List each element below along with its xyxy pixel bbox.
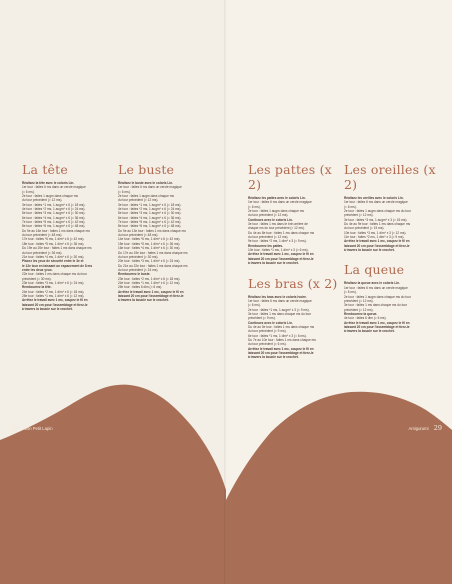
instruction-line-bold: Réalisez les bras avec le coloris Ivoire. bbox=[248, 294, 307, 299]
instruction-line-bold: à travers la boucle sur le crochet. bbox=[248, 261, 299, 266]
instruction-line: 4e tour : faites *2 ms, 1 augm* x 6 (= 24 ms). bbox=[22, 207, 86, 212]
page-number: 29 bbox=[433, 424, 442, 432]
instruction-line: 7e tour : faites *5 ms, 1 augm* x 6 (= 42 ms). bbox=[22, 220, 86, 225]
instruction-line: 25e tour : faites *1 ms, 1 dim* x 6 (= 12 ms). bbox=[22, 293, 85, 298]
instruction-line: précédent (= 30 ms). bbox=[22, 276, 52, 281]
section-title: Le buste bbox=[118, 162, 175, 177]
instruction-line: Du 21e au 22e tour : faites 1 ms dans chaque ms bbox=[118, 263, 188, 268]
page-footer bbox=[409, 424, 442, 432]
instruction-line: Du 4e au 9e tour : faites 1 ms dans chaque ms bbox=[344, 222, 411, 227]
instruction-line: 10e tour : faites *3 ms, 1 dim* x 3 (= 12 ms). bbox=[344, 230, 407, 235]
instruction-line-bold: à travers la boucle sur le crochet. bbox=[22, 306, 73, 311]
instruction-line: Du 7e au 10e tour : faites 1 ms dans chaque ms bbox=[248, 337, 316, 342]
instruction-line: 2e tour : faites 1 augm dans chaque ms du tour bbox=[344, 209, 411, 214]
instruction-line: 15e tour : faites *5 ms, 1 dim* x 6 (= 36 ms). bbox=[118, 241, 181, 246]
instruction-line: du tour précédent (= 48 ms). bbox=[22, 233, 63, 238]
instruction-line: 24e tour : faites *2 ms, 1 dim* x 6 (= 18 ms). bbox=[22, 289, 85, 294]
instruction-line: 21e tour : faites *4 ms, 1 dim* x 6 (= 30 ms). bbox=[22, 254, 85, 259]
instruction-line: 25e tour : faites 6 dim (= 6 ms). bbox=[118, 285, 163, 290]
instruction-line-bold: Rembourrez la tête. bbox=[22, 285, 52, 290]
instruction-line: du tour précédent (= 12 ms). bbox=[248, 235, 289, 240]
instruction-line: 2e tour : faites 1 augm dans chaque ms bbox=[118, 194, 174, 199]
instruction-line: (= 6 ms). bbox=[22, 189, 35, 194]
section-head bbox=[22, 162, 122, 311]
instruction-list bbox=[248, 196, 348, 266]
page-number: 28 bbox=[10, 424, 19, 432]
instruction-line: 23e tour : faites *3 ms, 1 dim* x 6 (= 24 ms). bbox=[22, 280, 85, 285]
instruction-line: 20e tour : faites *3 ms, 1 dim* x 6 (= 24 ms). bbox=[118, 259, 181, 264]
instruction-line: du tour précédent (= 36 ms). bbox=[22, 250, 63, 255]
instruction-line-bold: Arrêtez le travail avec 1 mc, coupez le fil en bbox=[344, 239, 410, 244]
instruction-line: Du 19e au 20e tour : faites 1 ms dans chaque ms bbox=[22, 246, 92, 251]
section-title: La queue bbox=[344, 262, 405, 278]
instruction-line: du tour précédent (= 12 ms). bbox=[248, 213, 289, 218]
instruction-line: du tour précédent (= 15 ms). bbox=[344, 226, 385, 231]
instruction-line: 17e tour : faites *6 ms, 1 dim* x 6 (= 42 ms). bbox=[22, 237, 85, 242]
instruction-line: 1er tour : faites 6 ms dans un cercle magique bbox=[22, 185, 86, 190]
instruction-line: 6e tour : faites *4 ms, 1 augm* x 6 (= 36 ms). bbox=[118, 215, 182, 220]
instruction-line-bold: laissant 20 cm pour l’assemblage et tirez-le bbox=[248, 256, 314, 261]
instruction-line: 22e tour : faites 1 ms dans chaque ms du tour bbox=[22, 272, 87, 277]
instruction-line: 2e tour : faites 1 augm dans chaque ms bbox=[248, 209, 304, 214]
instruction-line-bold: Arrêtez le travail avec 1 mc, coupez le fil en bbox=[248, 252, 314, 257]
instruction-line-bold: Continuez avec le coloris Lin. bbox=[248, 320, 293, 325]
section-title: Les pattes (x 2) bbox=[248, 162, 332, 192]
instruction-line: 10e tour : faites *1 ms, 1 dim* x 3 (= 6 ms). bbox=[248, 248, 309, 253]
instruction-line: du tour précédent (= 48 ms). bbox=[118, 233, 159, 238]
right-page bbox=[226, 0, 452, 584]
section-title: Les oreilles (x 2) bbox=[344, 162, 436, 192]
instruction-line: 2e tour : faites 1 augm dans chaque ms bbox=[22, 194, 78, 199]
instruction-list bbox=[22, 181, 122, 311]
instruction-line: 3e tour : faites 1 ms dans chaque ms du tour bbox=[344, 303, 408, 308]
instruction-line: Du 9e au 13e tour : faites 1 ms dans chaque ms bbox=[118, 228, 186, 233]
instruction-line: Du 4e au 5e tour : faites 1 ms dans chaque ms bbox=[248, 324, 315, 329]
instruction-list bbox=[118, 181, 218, 303]
instruction-line: 6e tour : faites *4 ms, 1 augm* x 6 (= 36 ms). bbox=[22, 215, 86, 220]
instruction-line-bold: Arrêtez le travail avec 1 mc, coupez le fil en bbox=[248, 346, 314, 351]
section-title: La tête bbox=[22, 162, 68, 177]
section-title: Les bras (x 2) bbox=[248, 275, 338, 291]
instruction-line: du tour précédent (= 9 ms). bbox=[248, 329, 287, 334]
instruction-line: précédent (= 12 ms). bbox=[344, 213, 374, 218]
instruction-line: 18e tour : faites *5 ms, 1 dim* x 6 (= 36 ms). bbox=[22, 241, 85, 246]
running-title: Amigurumi bbox=[408, 426, 429, 431]
section-legs bbox=[248, 162, 348, 360]
instruction-line: 11e tour : faites *2 ms, 1 dim* x 3 (= 9 ms). bbox=[344, 235, 405, 240]
instruction-line: 1er tour : faites 6 ms dans un cercle magique bbox=[248, 298, 312, 303]
instruction-line: 5e tour : faites *3 ms, 1 augm* x 6 (= 30 ms). bbox=[118, 211, 182, 216]
section-ears bbox=[344, 162, 444, 334]
instruction-line-bold: Réalisez le buste avec le coloris Lin. bbox=[118, 181, 174, 185]
book-gutter bbox=[224, 0, 228, 584]
instruction-line: (= 6 ms). bbox=[344, 204, 357, 209]
instruction-line-bold: à travers la boucle sur le crochet. bbox=[248, 355, 299, 360]
instruction-list bbox=[248, 295, 348, 360]
instruction-line-bold: Réalisez les pattes avec le coloris Lin. bbox=[248, 196, 306, 200]
instruction-line: du tour précédent (= 30 ms). bbox=[118, 254, 159, 259]
instruction-line: Du 9e au 16e tour : faites 1 ms dans chaque ms bbox=[22, 228, 90, 233]
instruction-line: 7e tour : faites *5 ms, 1 augm* x 6 (= 42 ms). bbox=[118, 220, 182, 225]
instruction-line-bold: Réalisez la queue avec le coloris Lin. bbox=[344, 281, 400, 286]
instruction-line: du tour précédent (= 12 ms). bbox=[22, 198, 63, 203]
instruction-line: 2e tour : faites 1 augm dans chaque ms du tour bbox=[344, 294, 411, 299]
instruction-line-bold: à travers la boucle sur le crochet. bbox=[118, 298, 169, 303]
instruction-line: 8e tour : faites *6 ms, 1 augm* x 6 (= 48 ms). bbox=[118, 224, 182, 229]
instruction-line: précédent (= 12 ms). bbox=[344, 307, 374, 312]
instruction-line: chaque ms du tour précédent (= 12 ms). bbox=[248, 226, 305, 231]
instruction-line: 3e tour : faites 1 ms dans chaque ms du tour bbox=[248, 311, 312, 316]
instruction-line: Du 17e au 19e tour : faites 1 ms dans chaque ms bbox=[118, 250, 188, 255]
instruction-line-bold: à travers la boucle sur le crochet. bbox=[344, 329, 395, 334]
instruction-line: 9e tour : faites *2 ms, 1 dim* x 3 (= 9 ms). bbox=[248, 239, 307, 244]
instruction-line-bold: Réalisez les oreilles avec le coloris Lin. bbox=[344, 196, 404, 200]
instruction-line: 14e tour : faites *6 ms, 1 dim* x 6 (= 42 ms). bbox=[118, 237, 181, 242]
instruction-line-bold: entre les deux yeux. bbox=[22, 267, 53, 272]
instruction-line-bold: laissant 20 cm pour l’assemblage et tirez-le bbox=[22, 302, 88, 307]
instruction-line-bold: laissant 20 cm pour l’assemblage et tirez-le bbox=[344, 243, 410, 248]
instruction-line: 1er tour : faites 6 ms dans un cercle magique bbox=[248, 200, 312, 205]
instruction-line: 2e tour : faites *1 ms, 1 augm* x 3 (= 9 ms). bbox=[248, 307, 310, 312]
instruction-line: (= 6 ms). bbox=[248, 303, 261, 308]
instruction-line-bold: Réalisez la tête avec le coloris Lin. bbox=[22, 181, 75, 185]
instruction-line-bold: laissant 20 cm pour l’assemblage et tirez-le bbox=[118, 293, 184, 298]
instruction-line: 1er tour : faites 6 ms dans un cercle magique bbox=[344, 200, 408, 205]
instruction-line: du tour précédent (= 6 ms). bbox=[248, 342, 287, 347]
instruction-line: du tour précédent (= 24 ms). bbox=[118, 267, 159, 272]
instruction-line: 5e tour : faites *3 ms, 1 augm* x 6 (= 30 ms). bbox=[22, 211, 86, 216]
instruction-line: 16e tour : faites *4 ms, 1 dim* x 6 (= 30 ms). bbox=[118, 246, 181, 251]
instruction-line-bold: le 12e tour en laissant un espacement de 8 ms bbox=[22, 263, 93, 268]
instruction-line: 3e tour : faites *1 ms, 1 augm* x 6 (= 18 ms). bbox=[118, 202, 182, 207]
instruction-line: 3e tour : faites 1 ms dans le brin arrière de bbox=[248, 222, 308, 227]
instruction-line: 1er tour : faites 6 ms dans un cercle magique bbox=[118, 185, 182, 190]
instruction-line-bold: à travers la boucle sur le crochet. bbox=[344, 248, 395, 253]
instruction-line: 3e tour : faites *1 ms, 1 augm* x 6 (= 18 ms). bbox=[22, 202, 86, 207]
instruction-line-bold: Arrêtez le travail avec 1 mc, coupez le fil en bbox=[118, 289, 184, 294]
instruction-line: Du 4e au 8e tour : faites 1 ms dans chaque ms bbox=[248, 230, 315, 235]
instruction-line-bold: Continuez avec le coloris Lin. bbox=[248, 217, 293, 222]
instruction-line: 4e tour : faites 6 dim (= 6 ms). bbox=[344, 316, 387, 321]
running-title: Mon Petit Lapin bbox=[23, 426, 53, 431]
instruction-line: 4e tour : faites *2 ms, 1 augm* x 6 (= 24 ms). bbox=[118, 207, 182, 212]
instruction-line-bold: Placez les yeux de sécurité entre le 3e et bbox=[22, 259, 84, 264]
instruction-line-bold: laissant 20 cm pour l’assemblage et tirez-le bbox=[344, 324, 410, 329]
instruction-line-bold: laissant 20 cm pour l’assemblage et tirez-le bbox=[248, 350, 314, 355]
instruction-line-bold: Arrêtez le travail avec 1 mc, coupez le fil en bbox=[22, 298, 88, 303]
instruction-line: (= 6 ms). bbox=[118, 189, 131, 194]
page-footer bbox=[10, 424, 53, 432]
instruction-line-bold: Arrêtez le travail avec 1 mc, coupez le fil en bbox=[344, 320, 410, 325]
instruction-line-bold: Rembourrez le buste. bbox=[118, 272, 151, 277]
instruction-line: (= 6 ms). bbox=[344, 290, 357, 295]
instruction-list bbox=[344, 196, 444, 252]
instruction-line: précédent (= 9 ms). bbox=[248, 316, 276, 321]
instruction-line: du tour précédent (= 12 ms). bbox=[118, 198, 159, 203]
instruction-line: précédent (= 12 ms). bbox=[344, 298, 374, 303]
instruction-line: 1er tour : faites 6 ms dans un cercle magique bbox=[344, 285, 408, 290]
instruction-line: 6e tour : faites *1 ms, 1 dim* x 3 (= 6 ms). bbox=[248, 333, 307, 338]
instruction-line-bold: Rembourrez les pattes. bbox=[248, 243, 284, 248]
instruction-list bbox=[344, 281, 444, 333]
section-body bbox=[118, 162, 218, 303]
instruction-line: 23e tour : faites *2 ms, 1 dim* x 6 (= 18 ms). bbox=[118, 276, 181, 281]
instruction-line-bold: Rembourrez la queue. bbox=[344, 311, 378, 316]
instruction-line: 8e tour : faites *6 ms, 1 augm* x 6 (= 48 ms). bbox=[22, 224, 86, 229]
instruction-line: 3e tour : faites *3 ms, 1 augm* x 3 (= 15 ms). bbox=[344, 217, 408, 222]
instruction-line: 24e tour : faites *1 ms, 1 dim* x 6 (= 12 ms). bbox=[118, 280, 181, 285]
instruction-line: (= 6 ms). bbox=[248, 204, 261, 209]
